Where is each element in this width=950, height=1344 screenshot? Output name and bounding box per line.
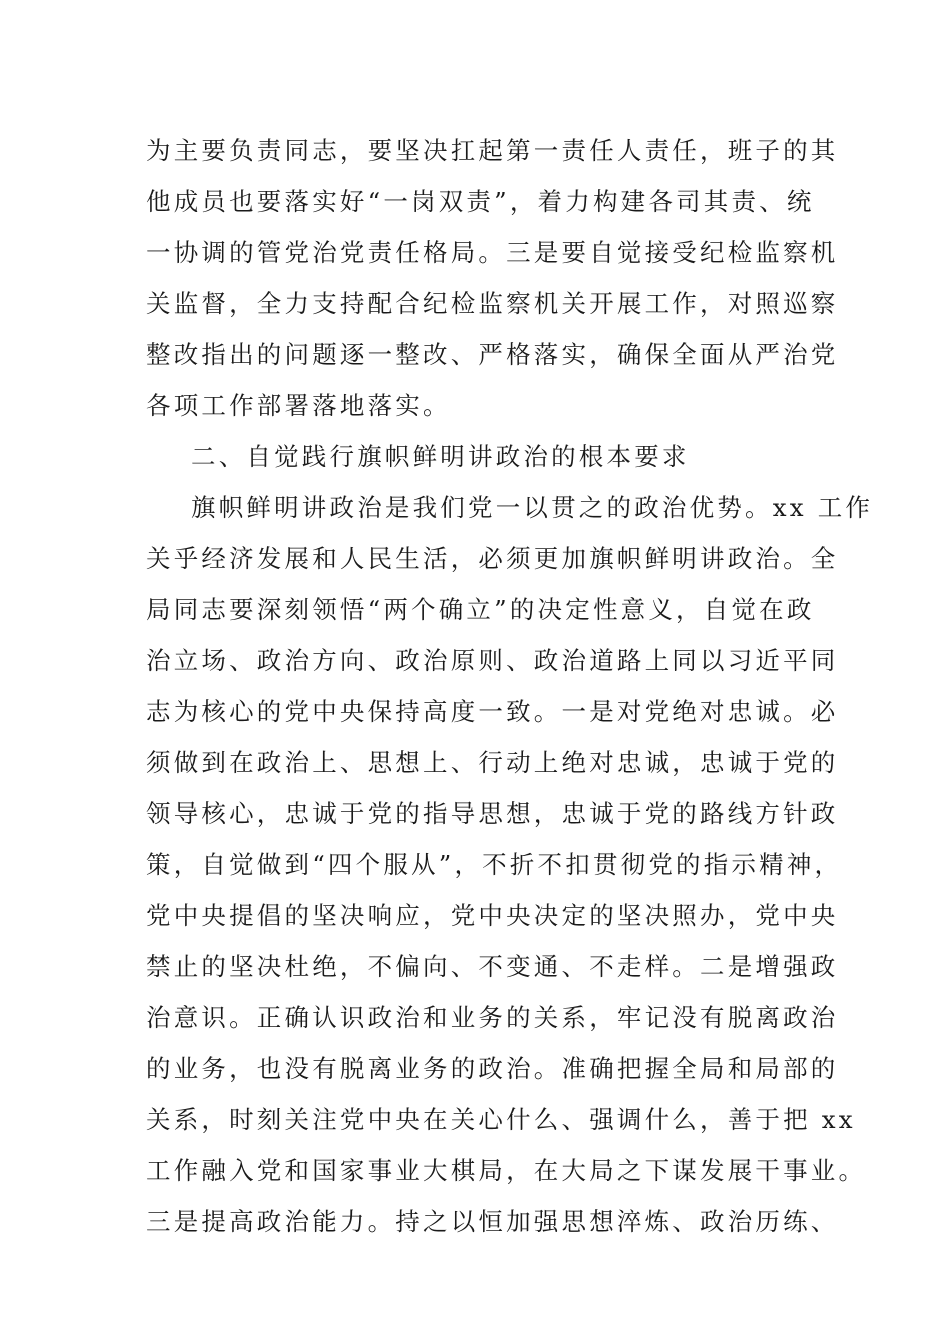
text-line: 须做到在政治上、思想上、行动上绝对忠诚，忠诚于党的 — [146, 748, 839, 777]
text-line: 一协调的管党治党责任格局。三是要自觉接受纪检监察机 — [146, 238, 839, 267]
text-line: 旗帜鲜明讲政治是我们党一以贯之的政治优势。xx 工作 — [191, 493, 874, 522]
text-line: 工作融入党和国家事业大棋局，在大局之下谋发展干事业。 — [146, 1156, 867, 1185]
text-line: 三是提高政治能力。持之以恒加强思想淬炼、政治历练、 — [146, 1207, 839, 1236]
text-line: 治立场、政治方向、政治原则、政治道路上同以习近平同 — [146, 646, 839, 675]
text-line: 各项工作部署落地落实。 — [146, 391, 451, 420]
text-line: 为主要负责同志，要坚决扛起第一责任人责任，班子的其 — [146, 136, 839, 165]
text-line: 关系，时刻关注党中央在关心什么、强调什么，善于把 xx — [146, 1105, 856, 1134]
section-heading: 二、自觉践行旗帜鲜明讲政治的根本要求 — [191, 442, 690, 471]
text-line: 志为核心的党中央保持高度一致。一是对党绝对忠诚。必 — [146, 697, 839, 726]
text-line: 策，自觉做到“四个服从”，不折不扣贯彻党的指示精神， — [146, 850, 843, 879]
text-line: 整改指出的问题逐一整改、严格落实，确保全面从严治党 — [146, 340, 839, 369]
text-line: 领导核心，忠诚于党的指导思想，忠诚于党的路线方针政 — [146, 799, 839, 828]
text-line: 治意识。正确认识政治和业务的关系，牢记没有脱离政治 — [146, 1003, 839, 1032]
text-line: 的业务，也没有脱离业务的政治。准确把握全局和局部的 — [146, 1054, 839, 1083]
text-line: 关乎经济发展和人民生活，必须更加旗帜鲜明讲政治。全 — [146, 544, 839, 573]
text-line: 关监督，全力支持配合纪检监察机关开展工作，对照巡察 — [146, 289, 839, 318]
text-line: 党中央提倡的坚决响应，党中央决定的坚决照办，党中央 — [146, 901, 839, 930]
text-line: 他成员也要落实好“一岗双责”，着力构建各司其责、统 — [146, 187, 815, 216]
text-line: 局同志要深刻领悟“两个确立”的决定性意义，自觉在政 — [146, 595, 815, 624]
text-line: 禁止的坚决杜绝，不偏向、不变通、不走样。二是增强政 — [146, 952, 839, 981]
